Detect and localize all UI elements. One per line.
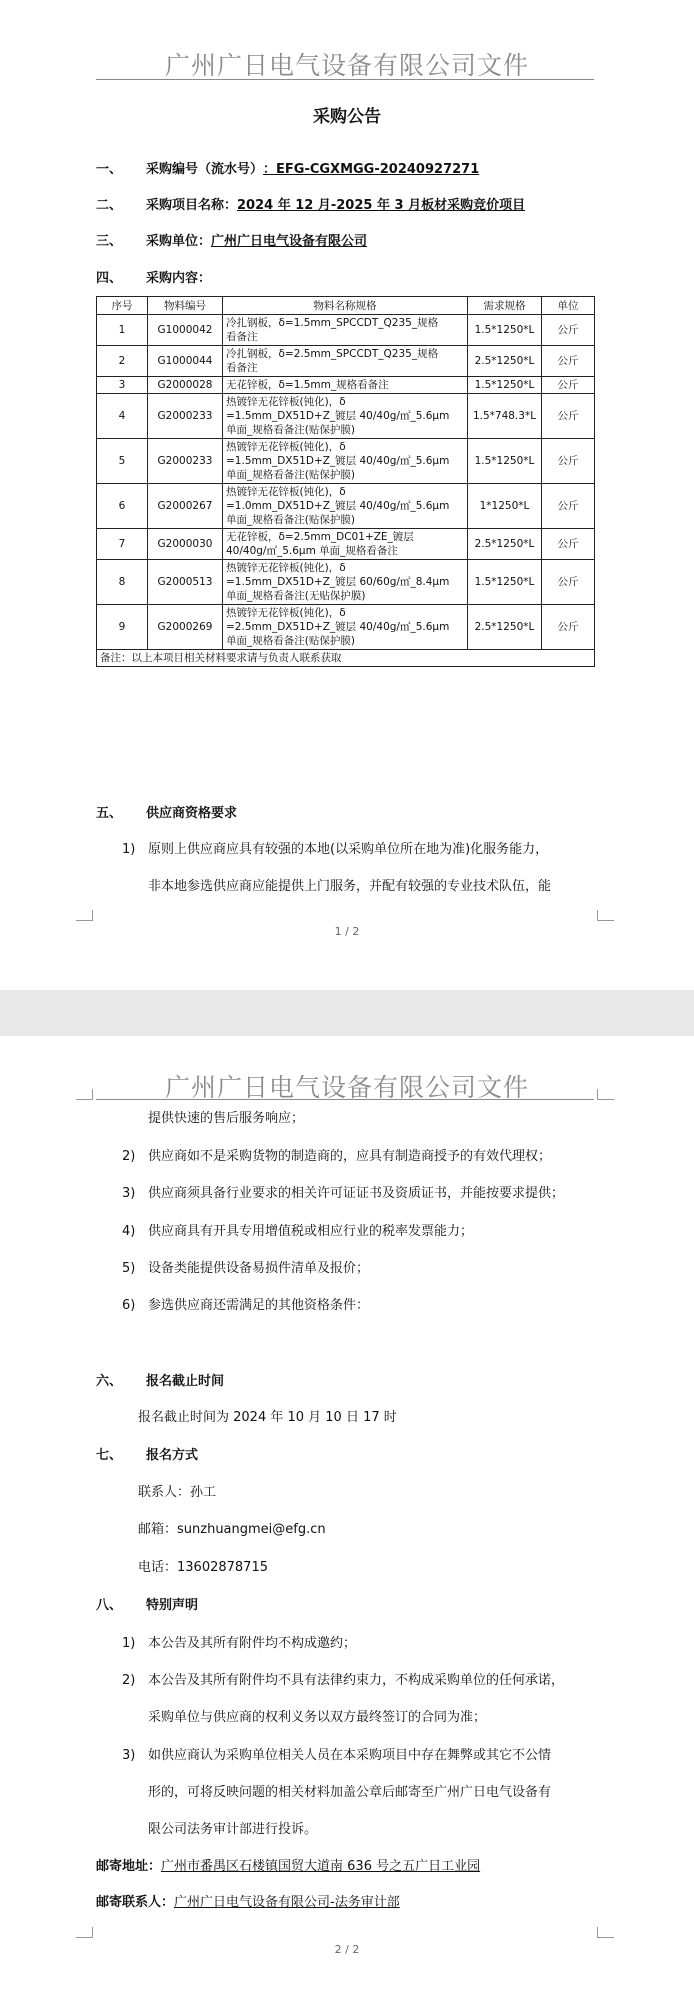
company-header: 广州广日电气设备有限公司文件: [164, 51, 529, 80]
table-row: [97, 560, 595, 605]
cell-name-line: 40/40g/㎡_5.6μm 单面_规格看备注: [226, 545, 398, 557]
cell-unit: 公斤: [542, 605, 595, 650]
list-number: 2): [122, 1673, 136, 1688]
mailing-address-value: 广州市番禺区石楼镇国贸大道南 636 号之五广日工业园: [161, 1859, 481, 1874]
list-number: 4): [122, 1224, 136, 1239]
header-rule: [96, 79, 594, 80]
col-header-unit: 单位: [542, 297, 595, 315]
cell-spec: 1*1250*L: [468, 484, 542, 529]
statement-item-3-continued: 形的，可将反映问题的相关材料加盖公章后邮寄至广州广日电气设备有: [148, 1785, 552, 1800]
section-number: 二、: [96, 198, 123, 213]
page-corner-mark: [76, 1927, 93, 1938]
cell-name: [223, 439, 468, 484]
cell-no: 8: [97, 560, 148, 605]
section-label: 采购项目名称：: [146, 198, 238, 213]
cell-name-line: =1.5mm_DX51D+Z_镀层 40/40g/㎡_5.6μm: [226, 455, 450, 467]
table-row: [97, 484, 595, 529]
page-corner-mark: [597, 1089, 614, 1100]
list-number: 1): [122, 1636, 136, 1651]
cell-name-line: 单面_规格看备注(贴保护膜): [226, 469, 355, 481]
cell-name-line: 看备注: [226, 331, 258, 343]
purchase-number-value: ：EFG-CGXMGG-20240927271: [263, 162, 480, 177]
list-number: 1): [122, 842, 136, 857]
cell-name-line: 冷扎钢板，δ=1.5mm_SPCCDT_Q235_规格: [226, 317, 439, 329]
section-label: 特别声明: [146, 1598, 199, 1613]
table-note-row: [97, 650, 595, 667]
document-title: 采购公告: [313, 107, 381, 127]
cell-no: 5: [97, 439, 148, 484]
page-corner-mark: [597, 910, 614, 921]
cell-name-line: 看备注: [226, 362, 258, 374]
qualification-item-3: [122, 1182, 564, 1201]
section-number: 七、: [96, 1448, 123, 1463]
qualification-item-5: [122, 1257, 369, 1276]
cell-no: 7: [97, 529, 148, 560]
cell-name: [223, 315, 468, 346]
statement-item-2-continued: 采购单位与供应商的权利义务以双方最终签订的合同为准；: [148, 1710, 487, 1725]
cell-code: G1000044: [148, 346, 223, 377]
col-header-name: 物料名称规格: [223, 297, 468, 315]
cell-code: G2000269: [148, 605, 223, 650]
cell-no: 6: [97, 484, 148, 529]
cell-spec: 1.5*1250*L: [468, 377, 542, 394]
section-purchasing-unit: [96, 230, 367, 249]
cell-name-line: =1.5mm_DX51D+Z_镀层 40/40g/㎡_5.6μm: [226, 410, 450, 422]
statement-item-3-continued: 限公司法务审计部进行投诉。: [148, 1822, 318, 1837]
list-text: 供应商如不是采购货物的制造商的，应具有制造商授予的有效代理权；: [148, 1149, 552, 1164]
cell-spec: 1.5*1250*L: [468, 560, 542, 605]
project-name-value: 2024 年 12 月-2025 年 3 月板材采购竞价项目: [237, 198, 526, 213]
cell-name-line: 热镀锌无花锌板(钝化)，δ: [226, 441, 346, 453]
cell-name-line: 单面_规格看备注(无贴保护膜): [226, 590, 366, 602]
cell-spec: 1.5*1250*L: [468, 439, 542, 484]
cell-unit: 公斤: [542, 529, 595, 560]
cell-spec: 2.5*1250*L: [468, 529, 542, 560]
list-number: 3): [122, 1748, 136, 1763]
section-number: 六、: [96, 1374, 123, 1389]
section-supplier-qualifications: [96, 802, 237, 821]
document-page-2: [0, 1036, 694, 2002]
section-number: 五、: [96, 806, 123, 821]
table-row: [97, 394, 595, 439]
cell-name: [223, 529, 468, 560]
section-label: 报名截止时间: [146, 1374, 225, 1389]
list-number: 6): [122, 1298, 136, 1313]
page-corner-mark: [76, 1089, 93, 1100]
statement-item-2: [122, 1669, 564, 1688]
cell-name: [223, 377, 468, 394]
table-row: [97, 377, 595, 394]
cell-name: [223, 346, 468, 377]
cell-name-line: =2.5mm_DX51D+Z_镀层 40/40g/㎡_5.6μm: [226, 621, 450, 633]
table-row: [97, 346, 595, 377]
list-text: 本公告及其所有附件均不具有法律约束力，不构成采购单位的任何承诺，: [148, 1673, 565, 1688]
cell-name: [223, 605, 468, 650]
mailing-address: [96, 1855, 480, 1874]
list-text: 本公告及其所有附件均不构成邀约；: [148, 1636, 357, 1651]
cell-code: G2000028: [148, 377, 223, 394]
qualification-item-6: [122, 1294, 369, 1313]
cell-unit: 公斤: [542, 394, 595, 439]
cell-name-line: 冷扎钢板，δ=2.5mm_SPCCDT_Q235_规格: [226, 348, 439, 360]
cell-name-line: 无花锌板，δ=2.5mm_DC01+ZE_镀层: [226, 531, 414, 543]
section-label: 供应商资格要求: [146, 806, 238, 821]
cell-no: 4: [97, 394, 148, 439]
qualification-item-1-continued: 提供快速的售后服务响应；: [148, 1111, 305, 1126]
table-row: [97, 439, 595, 484]
list-number: 3): [122, 1186, 136, 1201]
mailing-recipient-value: 广州广日电气设备有限公司-法务审计部: [174, 1895, 400, 1910]
qualification-item-1: [122, 838, 548, 857]
page-corner-mark: [597, 1927, 614, 1938]
section-label: 采购单位：: [146, 234, 212, 249]
cell-unit: 公斤: [542, 346, 595, 377]
header-rule: [96, 1099, 594, 1100]
qualification-item-1-continued: 非本地参选供应商应能提供上门服务，并配有较强的专业技术队伍，能: [148, 879, 552, 894]
cell-no: 3: [97, 377, 148, 394]
list-text: 供应商具有开具专用增值税或相应行业的税率发票能力；: [148, 1224, 474, 1239]
section-purchase-number: [96, 158, 479, 177]
section-number: 八、: [96, 1598, 123, 1613]
cell-unit: 公斤: [542, 484, 595, 529]
cell-no: 9: [97, 605, 148, 650]
mailing-recipient: [96, 1891, 400, 1910]
cell-name-line: =1.5mm_DX51D+Z_镀层 60/60g/㎡_8.4μm: [226, 576, 450, 588]
qualification-item-2: [122, 1145, 551, 1164]
section-special-statement: [96, 1594, 198, 1613]
mailing-address-label: 邮寄地址：: [96, 1859, 162, 1874]
cell-code: G2000030: [148, 529, 223, 560]
cell-code: G1000042: [148, 315, 223, 346]
col-header-spec: 需求规格: [468, 297, 542, 315]
section-registration-method: [96, 1444, 198, 1463]
cell-name-line: 单面_规格看备注(贴保护膜): [226, 424, 355, 436]
cell-no: 1: [97, 315, 148, 346]
section-number: 四、: [96, 271, 123, 286]
qualification-item-4: [122, 1220, 473, 1239]
section-number: 一、: [96, 162, 123, 177]
cell-unit: 公斤: [542, 315, 595, 346]
cell-no: 2: [97, 346, 148, 377]
col-header-no: 序号: [97, 297, 148, 315]
cell-name: [223, 484, 468, 529]
list-text: 供应商须具备行业要求的相关许可证证书及资质证书，并能按要求提供；: [148, 1186, 565, 1201]
materials-table: [96, 296, 595, 667]
page-number: 1 / 2: [334, 925, 360, 938]
cell-code: G2000513: [148, 560, 223, 605]
cell-spec: 1.5*748.3*L: [468, 394, 542, 439]
cell-spec: 1.5*1250*L: [468, 315, 542, 346]
cell-name-line: 热镀锌无花锌板(钝化)，δ: [226, 486, 346, 498]
section-label: 采购内容：: [146, 271, 212, 286]
list-text: 如供应商认为采购单位相关人员在本采购项目中存在舞弊或其它不公情: [148, 1748, 552, 1763]
table-row: [97, 529, 595, 560]
deadline-text: 报名截止时间为 2024 年 10 月 10 日 17 时: [138, 1410, 397, 1425]
list-number: 5): [122, 1261, 136, 1276]
table-note: 备注：以上本项目相关材料要求请与负责人联系获取: [97, 650, 595, 667]
list-text: 参选供应商还需满足的其他资格条件：: [148, 1298, 370, 1313]
cell-name: [223, 560, 468, 605]
cell-spec: 2.5*1250*L: [468, 605, 542, 650]
cell-name: [223, 394, 468, 439]
cell-name-line: 无花锌板，δ=1.5mm_规格看备注: [226, 379, 389, 391]
cell-name-line: 热镀锌无花锌板(钝化)，δ: [226, 607, 346, 619]
statement-item-1: [122, 1632, 356, 1651]
section-number: 三、: [96, 234, 123, 249]
company-header: 广州广日电气设备有限公司文件: [164, 1073, 529, 1102]
section-project-name: [96, 194, 525, 213]
section-purchase-content: [96, 267, 211, 286]
cell-unit: 公斤: [542, 439, 595, 484]
cell-code: G2000233: [148, 394, 223, 439]
section-label: 报名方式: [146, 1448, 199, 1463]
page-number: 2 / 2: [334, 1943, 360, 1956]
list-text: 设备类能提供设备易损件清单及报价；: [148, 1261, 370, 1276]
document-page-1: [0, 0, 694, 990]
cell-name-line: 单面_规格看备注(贴保护膜): [226, 514, 355, 526]
cell-name-line: 单面_规格看备注(贴保护膜): [226, 635, 355, 647]
purchasing-unit-value: 广州广日电气设备有限公司: [211, 234, 368, 249]
cell-spec: 2.5*1250*L: [468, 346, 542, 377]
page-corner-mark: [76, 910, 93, 921]
cell-code: G2000267: [148, 484, 223, 529]
section-registration-deadline: [96, 1370, 224, 1389]
list-number: 2): [122, 1149, 136, 1164]
contact-person: 联系人：孙工: [138, 1485, 217, 1500]
contact-phone: 电话：13602878715: [138, 1560, 268, 1575]
section-label: 采购编号（流水号）: [146, 162, 264, 177]
col-header-code: 物料编号: [148, 297, 223, 315]
statement-item-3: [122, 1744, 551, 1763]
list-text: 原则上供应商应具有较强的本地(以采购单位所在地为准)化服务能力，: [148, 842, 549, 857]
table-row: [97, 605, 595, 650]
cell-unit: 公斤: [542, 560, 595, 605]
contact-email: 邮箱：sunzhuangmei@efg.cn: [138, 1522, 326, 1537]
cell-unit: 公斤: [542, 377, 595, 394]
table-header-row: [97, 297, 595, 315]
mailing-recipient-label: 邮寄联系人：: [96, 1895, 175, 1910]
cell-name-line: 热镀锌无花锌板(钝化)，δ: [226, 562, 346, 574]
table-row: [97, 315, 595, 346]
cell-code: G2000233: [148, 439, 223, 484]
cell-name-line: =1.0mm_DX51D+Z_镀层 40/40g/㎡_5.6μm: [226, 500, 450, 512]
cell-name-line: 热镀锌无花锌板(钝化)，δ: [226, 396, 346, 408]
